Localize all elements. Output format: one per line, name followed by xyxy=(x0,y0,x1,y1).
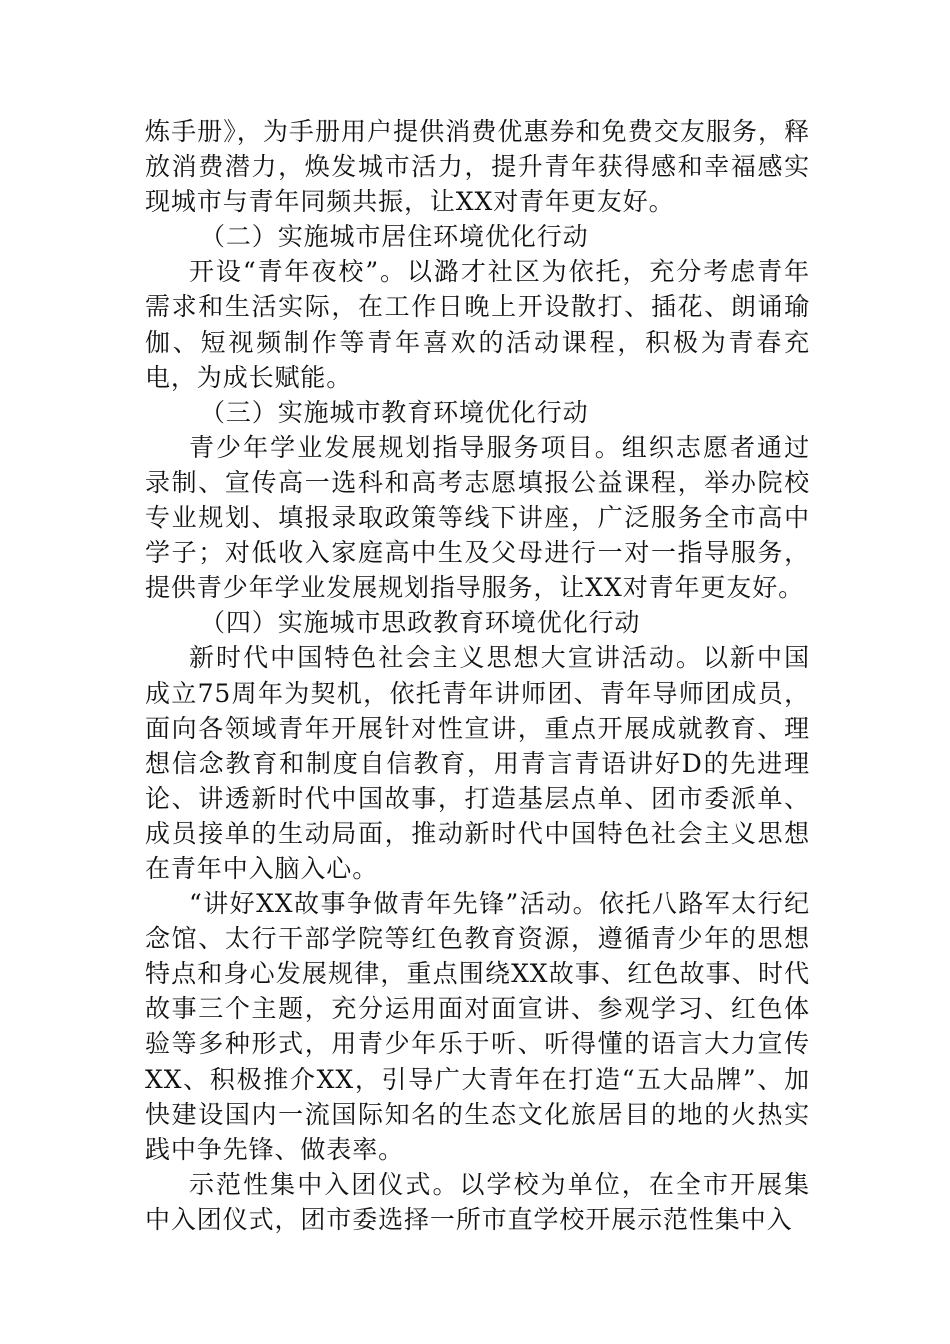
paragraph: 新时代中国特色社会主义思想大宣讲活动。以新中国成立75周年为契机，依托青年讲师团、青年导师团成员，面向各领域青年开展针对性宣讲，重点开展成就教育、理想信念教育和制度自信教育，用青言青语讲好D的先进理论、讲透新时代中国故事，打造基层点单、团市委派单、成员接单的生动局面，推动新时代中国特色社会主义思想在青年中入脑入心。 xyxy=(145,643,810,883)
section-heading: （四）实施城市思政教育环境优化行动 xyxy=(200,608,641,638)
paragraph: 示范性集中入团仪式。以学校为单位，在全市开展集中入团仪式，团市委选择一所市直学校开展示范性集中入 xyxy=(145,1169,810,1234)
paragraph: “讲好XX故事争做青年先锋”活动。依托八路军太行纪念馆、太行干部学院等红色教育资源，遵循青少年的思想特点和身心发展规律，重点围绕XX故事、红色故事、时代故事三个主题，充分运用面对面宣讲、参观学习、红色体验等多种形式，用青少年乐于听、听得懂的语言大力宣传XX、积极推介XX，引导广大青年在打造“五大品牌”、加快建设国内一流国际知名的生态文化旅居目的地的火热实践中争先锋、做表率。 xyxy=(145,889,810,1164)
section-heading: （二）实施城市居住环境优化行动 xyxy=(200,222,589,252)
paragraph: 炼手册》，为手册用户提供消费优惠券和免费交友服务，释放消费潜力，焕发城市活力，提升青年获得感和幸福感实现城市与青年同频共振，让XX对青年更友好。 xyxy=(145,117,810,217)
paragraph: 开设“青年夜校”。以潞才社区为依托，充分考虑青年需求和生活实际，在工作日晚上开设散打、插花、朗诵瑜伽、短视频制作等青年喜欢的活动课程，积极为青春充电，为成长赋能。 xyxy=(145,257,810,392)
section-heading: （三）实施城市教育环境优化行动 xyxy=(200,397,589,427)
paragraph: 青少年学业发展规划指导服务项目。组织志愿者通过录制、宣传高一选科和高考志愿填报公益课程，举办院校专业规划、填报录取政策等线下讲座，广泛服务全市高中学子；对低收入家庭高中生及父母进行一对一指导服务，提供青少年学业发展规划指导服务，让XX对青年更友好。 xyxy=(145,432,810,603)
document-body xyxy=(145,114,810,1237)
